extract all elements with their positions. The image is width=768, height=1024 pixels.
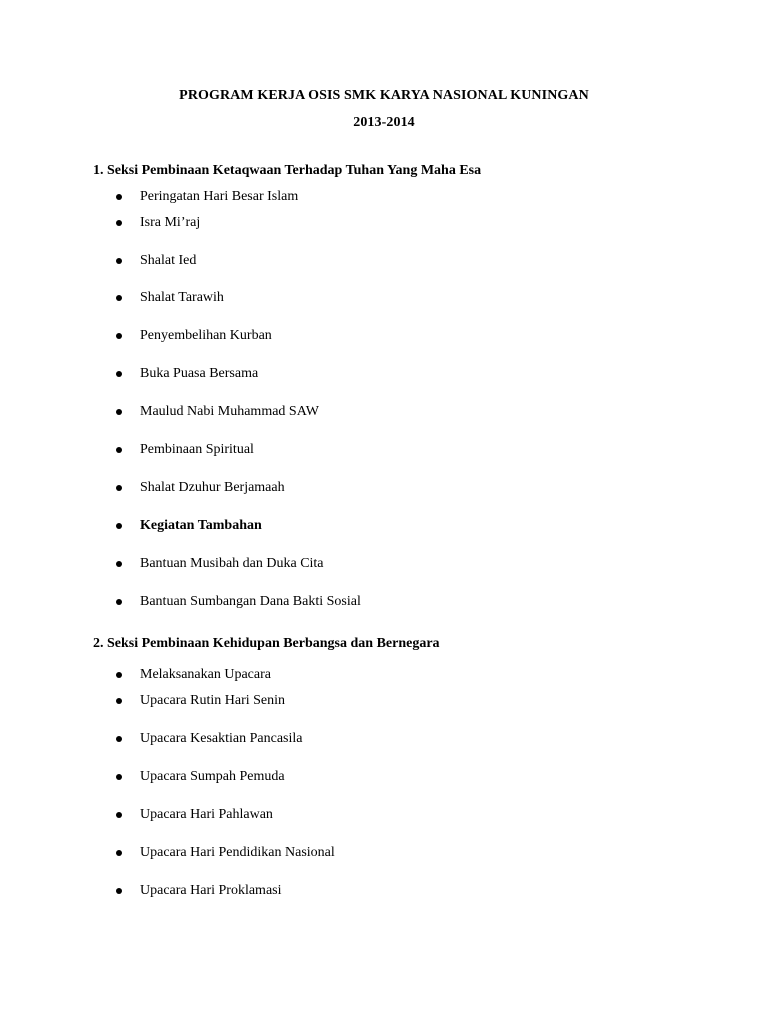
list-item-text: Pembinaan Spiritual (140, 442, 254, 457)
list-item-text: Upacara Hari Proklamasi (140, 883, 282, 898)
list-item (116, 768, 285, 786)
list-item (116, 403, 319, 421)
list-item-text: Buka Puasa Bersama (140, 366, 259, 381)
list-item (116, 730, 302, 748)
list-item-text: Upacara Hari Pahlawan (140, 807, 273, 822)
bullet-icon (116, 672, 122, 678)
bullet-icon (116, 447, 122, 453)
document-title: PROGRAM KERJA OSIS SMK KARYA NASIONAL KUNINGAN (179, 88, 589, 103)
section1-heading: 1. Seksi Pembinaan Ketaqwaan Terhadap Tuhan Yang Maha Esa (93, 163, 482, 178)
list-item-text: Shalat Dzuhur Berjamaah (140, 480, 285, 495)
bullet-icon (116, 295, 122, 301)
list-item-text: Penyembelihan Kurban (140, 328, 272, 343)
bullet-icon (116, 485, 122, 491)
list-item-text: Melaksanakan Upacara (140, 667, 271, 682)
bullet-icon (116, 850, 122, 856)
list-item-text: Bantuan Sumbangan Dana Bakti Sosial (140, 594, 361, 609)
bullet-icon (116, 888, 122, 894)
list-item-text: Kegiatan Tambahan (140, 518, 262, 533)
list-item (116, 214, 200, 232)
list-item (116, 365, 258, 383)
list-item (116, 692, 285, 710)
bullet-icon (116, 371, 122, 377)
bullet-icon (116, 736, 122, 742)
bullet-icon (116, 220, 122, 226)
bullet-icon (116, 561, 122, 567)
list-item-text: Upacara Sumpah Pemuda (140, 769, 285, 784)
document-year: 2013-2014 (353, 115, 415, 130)
list-item-text: Bantuan Musibah dan Duka Cita (140, 556, 324, 571)
bullet-icon (116, 523, 122, 529)
list-item (116, 882, 282, 900)
list-item (116, 517, 262, 535)
list-item (116, 327, 272, 345)
list-item-text: Isra Mi’raj (140, 215, 201, 230)
list-item (116, 479, 285, 497)
list-item (116, 188, 298, 206)
list-item-text: Upacara Rutin Hari Senin (140, 693, 286, 708)
list-item (116, 441, 254, 459)
bullet-icon (116, 333, 122, 339)
bullet-icon (116, 774, 122, 780)
list-item-text: Upacara Hari Pendidikan Nasional (140, 845, 335, 860)
section2-heading: 2. Seksi Pembinaan Kehidupan Berbangsa dan Bernegara (93, 636, 440, 651)
bullet-icon (116, 194, 122, 200)
bullet-icon (116, 409, 122, 415)
list-item-text: Upacara Kesaktian Pancasila (140, 731, 303, 746)
list-item (116, 593, 361, 611)
list-item (116, 844, 335, 862)
list-item-text: Peringatan Hari Besar Islam (140, 189, 299, 204)
list-item (116, 555, 324, 573)
bullet-icon (116, 258, 122, 264)
list-item-text: Maulud Nabi Muhammad SAW (140, 404, 319, 419)
list-item-text: Shalat Ied (140, 253, 197, 268)
bullet-icon (116, 812, 122, 818)
list-item-text: Shalat Tarawih (140, 290, 224, 305)
list-item (116, 252, 196, 270)
list-item (116, 289, 224, 307)
list-item (116, 806, 273, 824)
bullet-icon (116, 698, 122, 704)
bullet-icon (116, 599, 122, 605)
list-item (116, 666, 271, 684)
